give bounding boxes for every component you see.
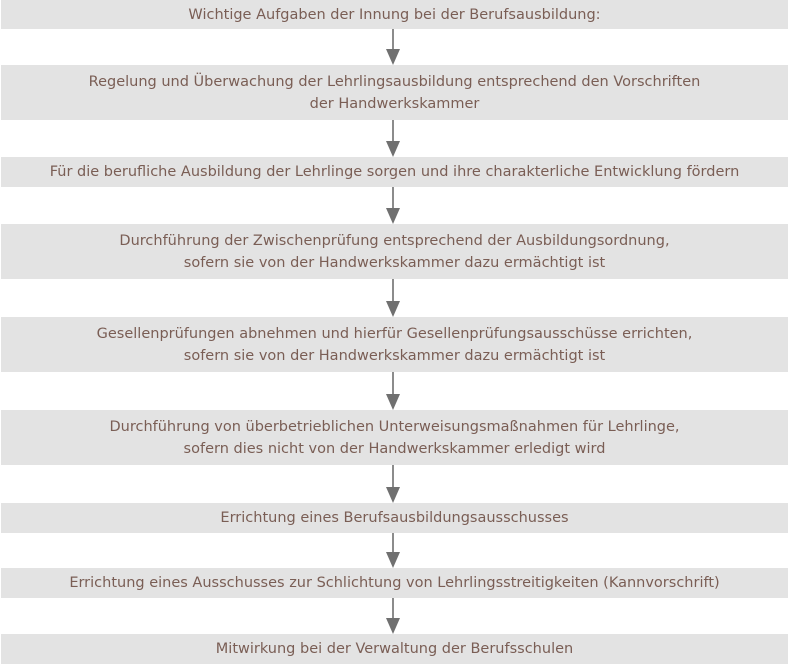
- down-arrow-icon: [386, 279, 400, 317]
- down-arrow-icon: [386, 120, 400, 157]
- down-arrow-icon: [386, 533, 400, 568]
- flow-box-label: Mitwirkung bei der Verwaltung der Berufsschulen: [215, 641, 574, 657]
- flow-box-9: [1, 634, 788, 664]
- down-arrow-icon: [386, 29, 400, 65]
- down-arrow-icon: [386, 598, 400, 634]
- down-arrow-icon: [386, 465, 400, 503]
- flow-box-label: Für die berufliche Ausbildung der Lehrlinge sorgen und ihre charakterliche Entwicklung fördern: [49, 164, 740, 180]
- flow-box-label: Errichtung eines Berufsausbildungsausschusses: [220, 510, 569, 526]
- flow-box-5: [1, 317, 788, 372]
- flow-box-8: [1, 568, 788, 598]
- flow-box-3: [1, 157, 788, 187]
- flow-box-1: [1, 0, 788, 29]
- flow-box-4: [1, 224, 788, 279]
- flow-box-label: Regelung und Überwachung der Lehrlingsausbildung entsprechend den Vorschriften der Handwerkskammer: [88, 73, 701, 112]
- flow-box-label: Durchführung von überbetrieblichen Unterweisungsmaßnahmen für Lehrlinge, sofern dies nicht von der Handwerkskammer erledigt wird: [109, 418, 680, 457]
- flow-box-6: [1, 410, 788, 465]
- flow-box-label: Durchführung der Zwischenprüfung entsprechend der Ausbildungsordnung, sofern sie von der Handwerkskammer dazu ermächtigt ist: [119, 232, 670, 271]
- flow-box-2: [1, 65, 788, 120]
- down-arrow-icon: [386, 187, 400, 224]
- flow-box-label: Gesellenprüfungen abnehmen und hierfür Gesellenprüfungsausschüsse errichten, sofern sie von der Handwerkskammer dazu ermächtigt ist: [96, 325, 693, 364]
- down-arrow-icon: [386, 372, 400, 410]
- flow-box-7: [1, 503, 788, 533]
- flow-box-label: Wichtige Aufgaben der Innung bei der Berufsausbildung:: [188, 6, 601, 23]
- flow-box-label: Errichtung eines Ausschusses zur Schlichtung von Lehrlingsstreitigkeiten (Kannvorschrift): [69, 575, 720, 591]
